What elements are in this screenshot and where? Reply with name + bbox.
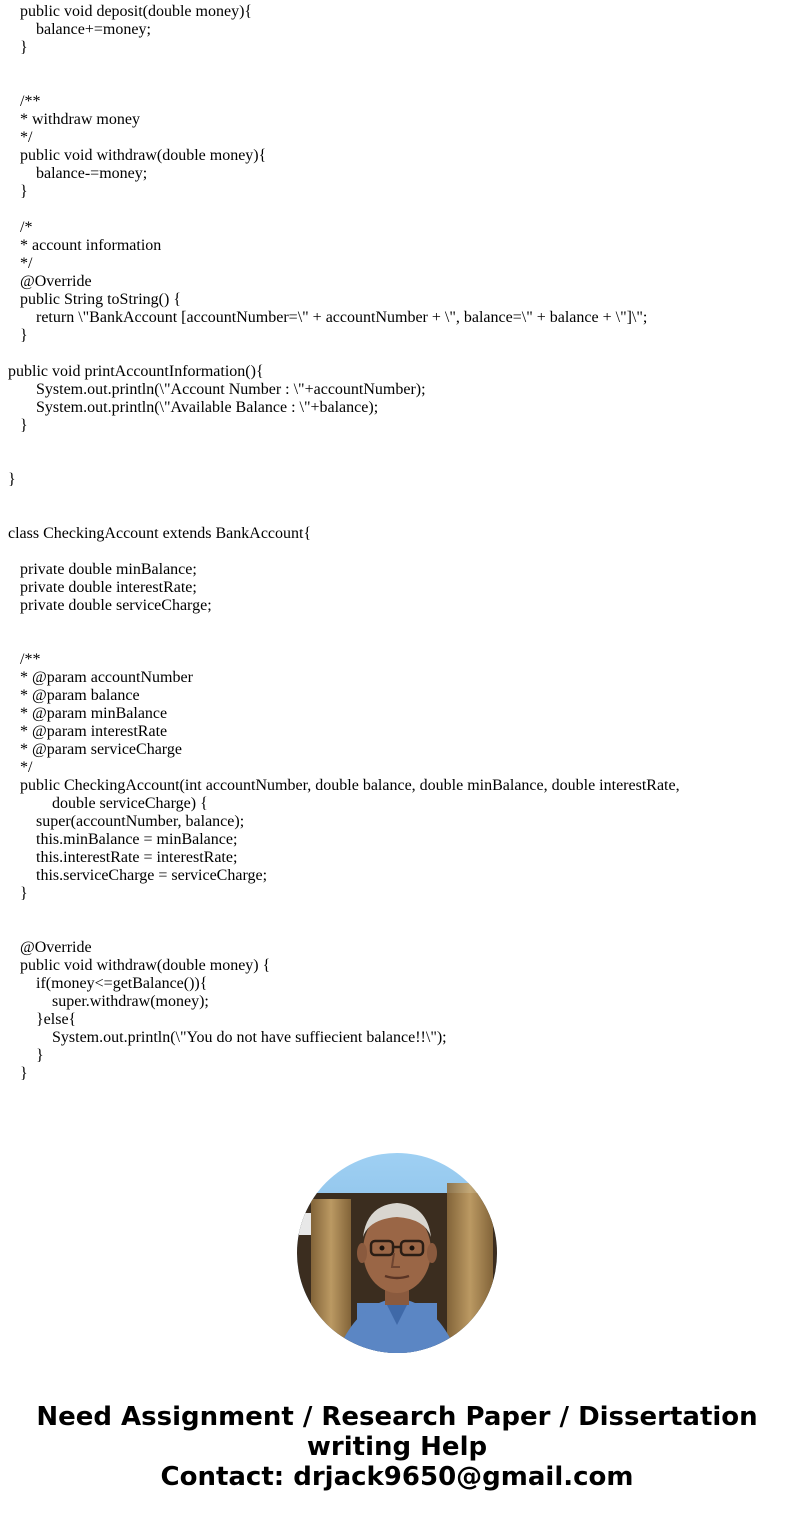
code-line bbox=[8, 921, 788, 939]
author-portrait-icon bbox=[297, 1153, 497, 1353]
code-line: System.out.println(\"Available Balance : \"+balance); bbox=[8, 399, 379, 416]
author-avatar bbox=[297, 1153, 497, 1353]
code-line: */ bbox=[8, 255, 33, 272]
code-line: public void printAccountInformation(){ bbox=[8, 363, 264, 380]
code-line bbox=[8, 543, 788, 561]
code-line: } bbox=[8, 885, 28, 902]
ad-contact-email[interactable]: Contact: drjack9650@gmail.com bbox=[160, 1462, 634, 1492]
code-line: public void withdraw(double money){ bbox=[8, 147, 267, 164]
code-line: public void deposit(double money){ bbox=[8, 3, 253, 20]
code-line: } bbox=[8, 1047, 44, 1064]
code-line: * @param interestRate bbox=[8, 723, 168, 740]
code-line bbox=[8, 615, 788, 633]
code-line: * withdraw money bbox=[8, 111, 140, 128]
code-line: } bbox=[8, 417, 28, 434]
code-line: this.serviceCharge = serviceCharge; bbox=[8, 867, 268, 884]
code-listing bbox=[8, 3, 788, 1083]
code-line: }else{ bbox=[8, 1011, 77, 1028]
code-line: */ bbox=[8, 759, 33, 776]
code-line: private double interestRate; bbox=[8, 579, 197, 596]
code-line bbox=[8, 435, 788, 453]
code-line: */ bbox=[8, 129, 33, 146]
code-line: * @param serviceCharge bbox=[8, 741, 182, 758]
code-line: System.out.println(\"You do not have suffiecient balance!!\"); bbox=[8, 1029, 447, 1046]
code-line bbox=[8, 57, 788, 75]
code-line bbox=[8, 489, 788, 507]
code-line: balance+=money; bbox=[8, 21, 151, 38]
code-line: private double serviceCharge; bbox=[8, 597, 212, 614]
code-line: /** bbox=[8, 93, 41, 110]
code-line: super(accountNumber, balance); bbox=[8, 813, 245, 830]
code-line bbox=[8, 75, 788, 93]
code-line: /* bbox=[8, 219, 33, 236]
code-line: balance-=money; bbox=[8, 165, 148, 182]
code-line: } bbox=[8, 1065, 28, 1082]
code-line: this.minBalance = minBalance; bbox=[8, 831, 238, 848]
code-line: if(money<=getBalance()){ bbox=[8, 975, 208, 992]
code-line bbox=[8, 903, 788, 921]
code-line bbox=[8, 453, 788, 471]
code-line: * @param accountNumber bbox=[8, 669, 193, 686]
code-line bbox=[8, 201, 788, 219]
code-line bbox=[8, 633, 788, 651]
code-line: } bbox=[8, 39, 28, 56]
code-line: return \"BankAccount [accountNumber=\" + accountNumber + \", balance=\" + balance + \"]\"; bbox=[8, 309, 648, 326]
code-line: super.withdraw(money); bbox=[8, 993, 209, 1010]
code-line: double serviceCharge) { bbox=[8, 795, 208, 812]
code-line: * @param minBalance bbox=[8, 705, 168, 722]
code-line: } bbox=[8, 471, 16, 488]
code-line: public String toString() { bbox=[8, 291, 182, 308]
code-line: @Override bbox=[8, 273, 92, 290]
code-line: } bbox=[8, 327, 28, 344]
code-line: public CheckingAccount(int accountNumber, double balance, double minBalance, double interestRate, bbox=[8, 777, 680, 794]
code-line bbox=[8, 507, 788, 525]
code-line: this.interestRate = interestRate; bbox=[8, 849, 238, 866]
code-line bbox=[8, 345, 788, 363]
code-line: System.out.println(\"Account Number : \"+accountNumber); bbox=[8, 381, 426, 398]
code-line: /** bbox=[8, 651, 41, 668]
code-line: @Override bbox=[8, 939, 92, 956]
code-line: class CheckingAccount extends BankAccount{ bbox=[8, 525, 312, 542]
code-line: * @param balance bbox=[8, 687, 140, 704]
code-line: public void withdraw(double money) { bbox=[8, 957, 271, 974]
ad-headline: Need Assignment / Research Paper / Dissertation writing Help bbox=[36, 1402, 758, 1462]
code-line: } bbox=[8, 183, 28, 200]
code-line: * account information bbox=[8, 237, 162, 254]
code-line: private double minBalance; bbox=[8, 561, 197, 578]
advertisement bbox=[0, 1153, 794, 1492]
